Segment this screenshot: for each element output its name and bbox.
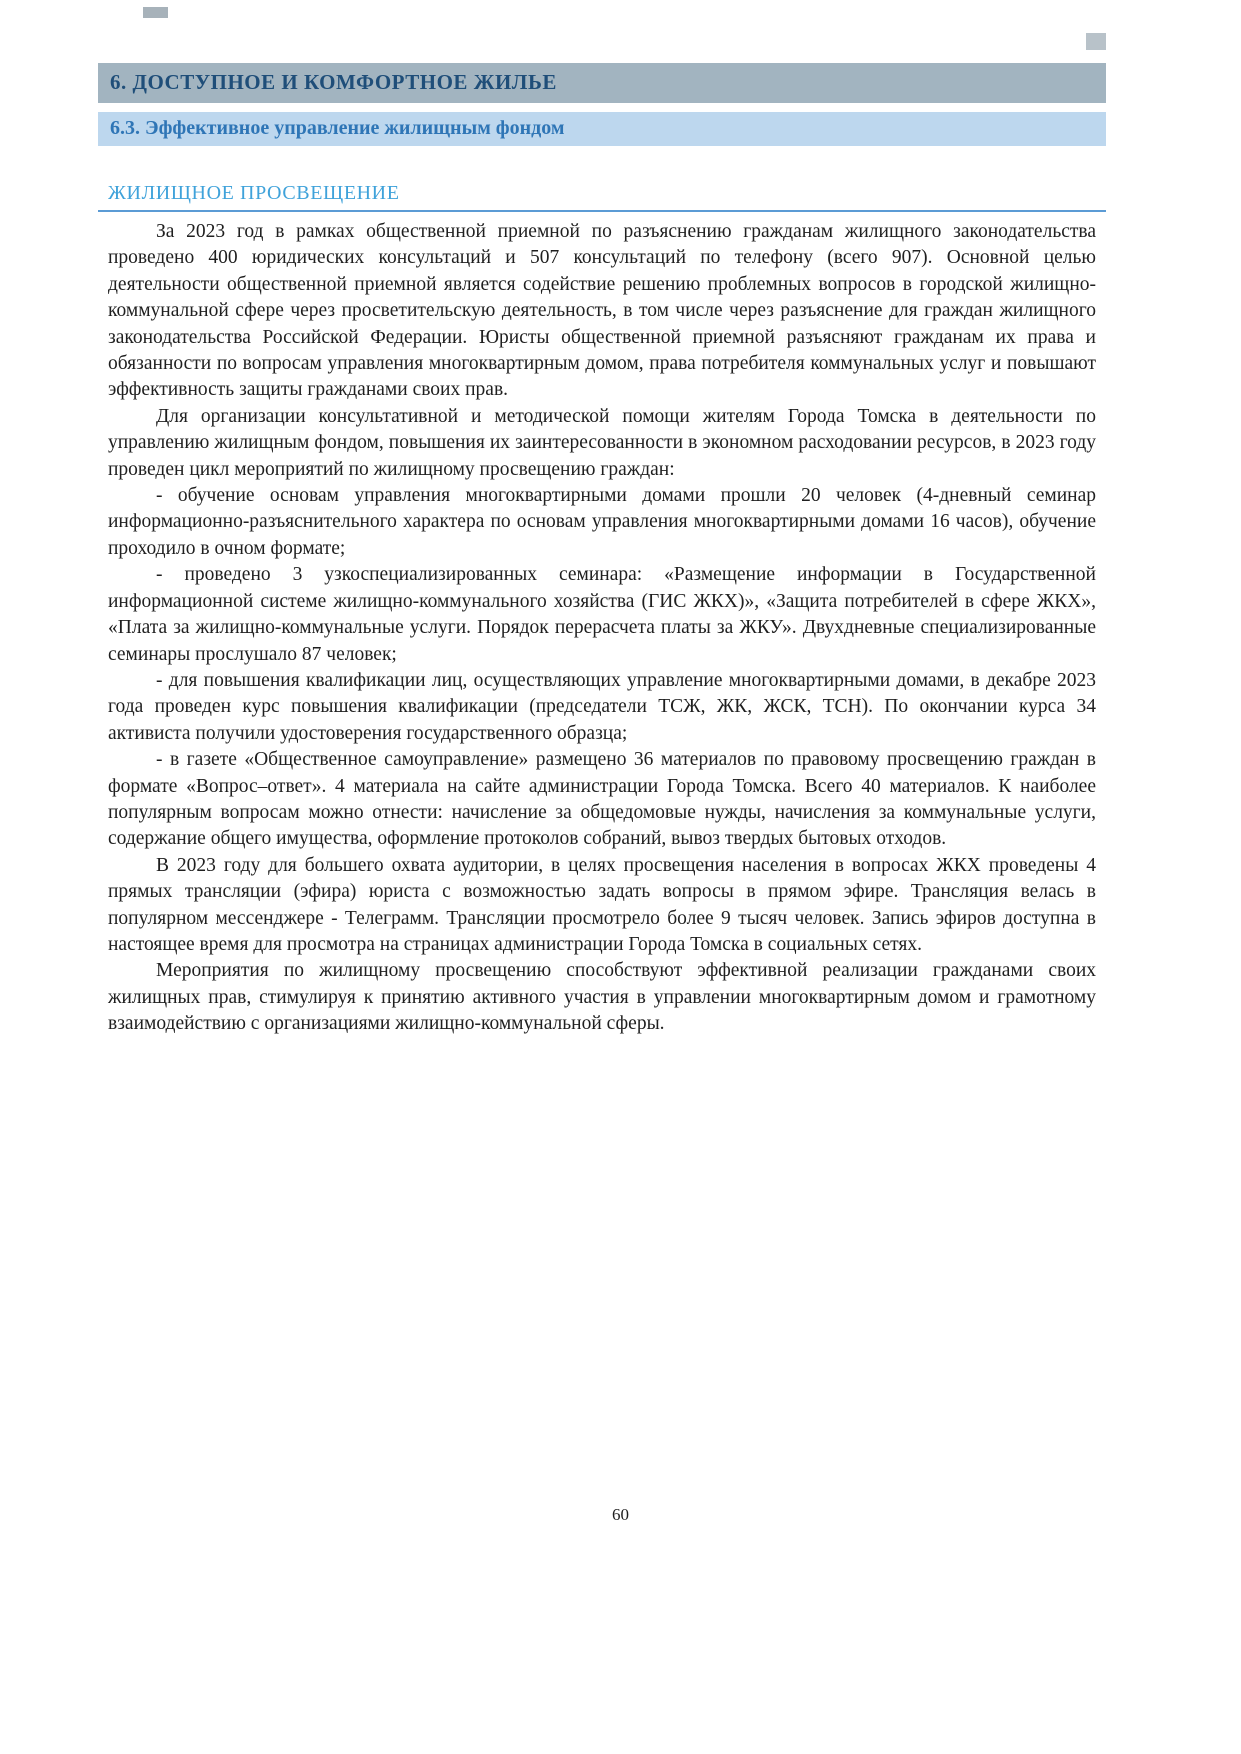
- section-divider: [98, 210, 1106, 212]
- page-number: 60: [612, 1505, 629, 1524]
- paragraph list-item: - для повышения квалификации лиц, осуществляющих управление многоквартирными домами, в декабре 2023 года проведен курс повышения квалификации (председатели ТСЖ, ЖК, ЖСК, ТСН). По окончании курса 34 активиста получили удостоверения государственного образца;: [108, 669, 1096, 744]
- paragraph list-item: - проведено 3 узкоспециализированных семинара: «Размещение информации в Государственной информационной системе жилищно-коммунального хозяйства (ГИС ЖКХ)», «Защита потребителей в сфере ЖКХ», «Плата за жилищно-коммунальные услуги. Порядок перерасчета платы за ЖКУ». Двухдневные специализированные семинары прослушало 87 человек;: [108, 564, 1096, 665]
- section-header-text: 6.3. Эффективное управление жилищным фондом: [110, 117, 565, 139]
- paragraph list-item: - обучение основам управления многоквартирными домами прошли 20 человек (4-дневный семинар информационно-разъяснительного характера по основам управления многоквартирными домами 16 часов), обучение проходило в очном формате;: [108, 485, 1096, 559]
- scan-artifact: [143, 7, 168, 18]
- paragraph: В 2023 году для большего охвата аудитории, в целях просвещения населения в вопросах ЖКХ проведены 4 прямых трансляции (эфира) юриста с возможностью задать вопросы в прямом эфире. Трансляция велась в популярном мессенджере - Телеграмм. Трансляции просмотрело более 9 тысяч человек. Запись эфиров доступна в настоящее время для просмотра на страницах администрации Города Томска в социальных сетях.: [108, 854, 1096, 955]
- paragraph: За 2023 год в рамках общественной приемной по разъяснению гражданам жилищного законодательства проведено 400 юридических консультаций и 507 консультаций по телефону (всего 907). Основной целью деятельности общественной приемной является содействие решению проблемных вопросов в городской жилищно-коммунальной сфере через просветительскую деятельность, в том числе через разъяснение для граждан жилищного законодательства Российской Федерации. Юристы общественной приемной разъясняют гражданам их права и обязанности по вопросам управления многоквартирным домом, права потребителя коммунальных услуг и повышают эффективность защиты гражданами своих прав.: [108, 221, 1096, 401]
- body-text: [98, 219, 1106, 1038]
- paragraph: Мероприятия по жилищному просвещению способствуют эффективной реализации гражданами своих жилищных прав, стимулируя к принятию активного участия в управлении многоквартирным домом и грамотному взаимодействию с организациями жилищно-коммунальной сферы.: [108, 960, 1096, 1035]
- paragraph list-item: - в газете «Общественное самоуправление» размещено 36 материалов по правовому просвещению граждан в формате «Вопрос–ответ». 4 материала на сайте администрации Города Томска. Всего 40 материалов. К наиболее популярным вопросам можно отнести: начисление за общедомовые нужды, начисления за коммунальные услуги, содержание общего имущества, оформление протоколов собраний, вывоз твердых бытовых отходов.: [108, 749, 1096, 850]
- chapter-header-text: 6. ДОСТУПНОЕ И КОМФОРТНОЕ ЖИЛЬЕ: [110, 70, 557, 94]
- page-content: [98, 63, 1106, 1038]
- scan-artifact: [1086, 33, 1106, 50]
- chapter-header-band: [98, 63, 1106, 103]
- paragraph: Для организации консультативной и методической помощи жителям Города Томска в деятельности по управлению жилищным фондом, повышения их заинтересованности в экономном расходовании ресурсов, в 2023 году проведен цикл мероприятий по жилищному просвещению граждан:: [108, 405, 1096, 480]
- subsection-title: ЖИЛИЩНОЕ ПРОСВЕЩЕНИЕ: [108, 182, 400, 204]
- section-header-band: [98, 112, 1106, 146]
